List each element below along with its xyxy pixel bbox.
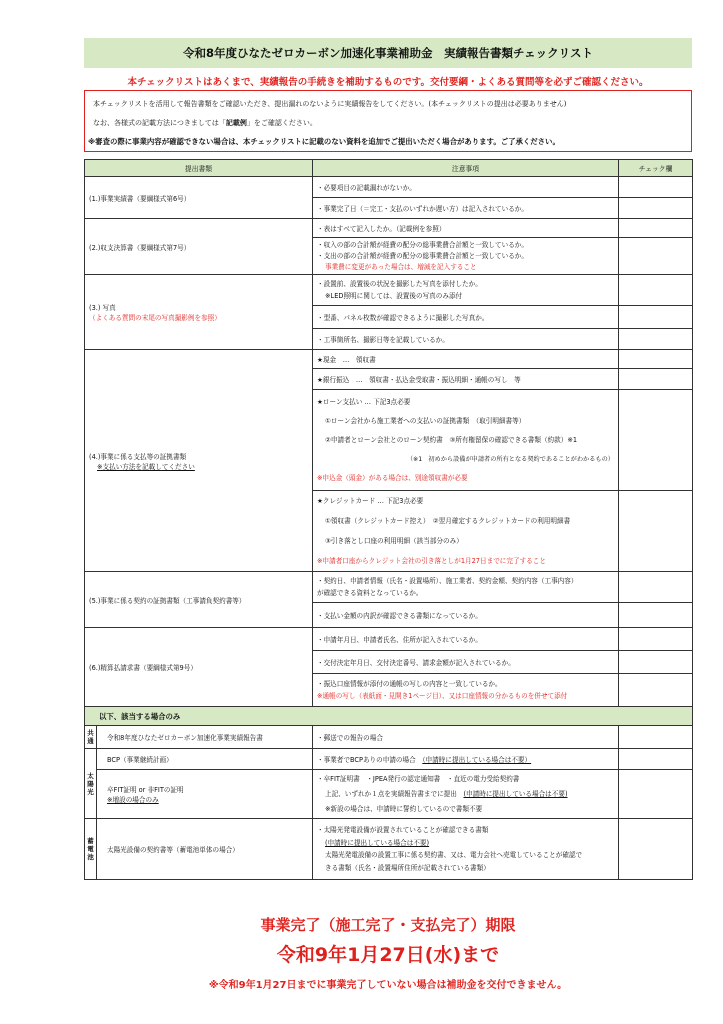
note-line: ★ローン支払い … 下記3点必要 [317,397,411,406]
note-line: ★クレジットカード … 下記3点必要 [317,497,424,505]
note-line: （※1 初めから設備が申請者の所有となる契約であることがわかるもの） [406,455,614,463]
deadline-date: 令和9年1月27日(水)まで [276,944,500,966]
doc-name: (5.)事業に係る契約の証拠書類（工事請負契約書等） [85,572,313,628]
note: ・型番、パネル枚数が確認できるように撮影した写真か。 [313,306,619,329]
note: ・必要項目の記載漏れがないか。 [313,177,619,198]
page-subtitle: 本チェックリストはあくまで、実績報告の手続きを補助するものです。交付要綱・よくある質問等を必ずご確認ください。 [127,77,649,88]
note-line-red: 事業費に変更があった場合は、増減を記入すること [325,262,477,271]
table-row [85,350,693,369]
table-row [85,726,693,749]
note-line: ※LED照明に関しては、設置後の写真のみ添付 [325,292,463,300]
check-cell[interactable] [619,219,693,238]
category-label-solar: 太陽光 [85,749,97,819]
check-cell[interactable] [619,275,693,306]
col-header-doc: 提出書類 [85,160,313,177]
note-line: ・支出の部の合計額が経費の配分の総事業費合計額と一致しているか。 [317,251,528,260]
doc-name-underlined: ※支払い方法を記載してください [97,462,195,471]
notice-line-3: ※審査の際に事業内容が確認できない場合は、本チェックリストに記載のない資料を追加でご提出いただく場合があります。ご了承ください。 [88,137,560,146]
doc-name: 太陽光設備の契約書等（蓄電池単体の場合） [97,819,313,880]
note-line: きる書類（氏名・設置場所住所が記載されている書類） [325,863,490,872]
note [313,572,619,603]
category-label-common: 共通 [85,726,97,749]
note-text: 上記、いずれか１点を実績報告書までに提出 [325,789,464,798]
category-label-battery: 蓄電池 [85,819,97,880]
notice-line-1: 本チェックリストを活用して報告書類をご確認いただき、提出漏れのないように実績報告をしてください。(本チェックリストの提出は必要ありません) [93,100,567,108]
doc-name-underlined: ※増設の場合のみ [107,796,159,804]
note: ・工事箇所名、撮影日等を記載しているか。 [313,329,619,350]
check-cell[interactable] [619,306,693,329]
table-row [85,572,693,603]
doc-name [97,770,313,819]
doc-name [85,350,313,572]
note-line: が確認できる資料となっているか。 [317,589,423,597]
notice-line-2-pre: なお、各様式の記載方法につきましては「 [93,119,226,127]
doc-name-text: (3.) 写真 [89,304,116,312]
notice-line-2 [93,118,317,128]
check-cell[interactable] [619,674,693,707]
doc-name: (2.)収支決算書（要綱様式第7号） [85,219,313,275]
check-cell[interactable] [619,491,693,572]
note-underlined: （申請時に提出している場合は不要） [422,756,532,764]
check-cell[interactable] [619,350,693,369]
note-underlined: (申請時に提出している場合は不要) [463,789,568,798]
note-line: ※新設の場合は、申請時に誓約しているので書類不要 [325,804,483,813]
notice-box [84,90,692,152]
check-cell[interactable] [619,238,693,275]
page-title: 令和8年度ひなたゼロカーボン加速化事業補助金 実績報告書類チェックリスト [84,38,692,68]
note-line: ・振込口座情報が添付の通帳の写しの内容と一致しているか。 [317,680,502,688]
note-text: ・事業者でBCPありの申請の場合 [317,756,423,764]
check-cell[interactable] [619,651,693,674]
check-cell[interactable] [619,198,693,219]
note [313,674,619,707]
check-cell[interactable] [619,390,693,491]
check-cell[interactable] [619,329,693,350]
doc-name: (6.)精算払請求書（要綱様式第9号） [85,628,313,707]
note [313,390,619,491]
doc-name: 令和8年度ひなたゼロカーボン加速化事業実績報告書 [97,726,313,749]
note: ★現金 … 領収書 [313,350,619,369]
check-cell[interactable] [619,572,693,603]
note: ★銀行振込 … 領収書・払込金受取書・振込明細・通帳の写し 等 [313,369,619,390]
check-cell[interactable] [619,177,693,198]
note-line: ・契約日、申請者情報（氏名・設置場所）、施工業者、契約金額、契約内容（工事内容） [317,577,578,585]
deadline-warning: ※令和9年1月27日までに事業完了していない場合は補助金を交付できません。 [208,980,568,991]
check-cell[interactable] [619,819,693,880]
doc-name [85,275,313,350]
note-line-red: ※申請者口座からクレジット会社の引き落としが1月27日までに完了すること [317,557,546,565]
note-line: ①ローン会社から施工業者への支払いの証拠書類 （取引明細書等） [325,416,526,425]
note: ・支払い金額の内訳が確認できる書類になっているか。 [313,603,619,628]
doc-name-text: 卒FIT証明 or 非FITの証明 [107,786,184,794]
section-heading: 以下、該当する場合のみ [85,707,693,726]
doc-name: (1.)事業実績書（要綱様式第6号） [85,177,313,219]
table-row [85,177,693,198]
note-line: ・卒FIT証明書 ・JPEA発行の認定通知書 ・直近の電力受給契約書 [317,774,520,783]
note-line: ・設置前、設置後の状況を撮影した写真を添付したか。 [317,280,482,288]
note-line: 太陽光発電設備の設置工事に係る契約書、又は、電力会社へ売電していることが確認で [325,851,583,859]
note-line: ①領収書（クレジットカード控え） ②翌月確定するクレジットカードの利用明細書 [325,517,571,525]
note [313,238,619,275]
note-line-red: ※通帳の写し（表紙面・見開き1ページ目）、又は口座情報の分かるものを併せて添付 [317,692,568,700]
doc-name-red: （よくある質問の末尾の写真撮影例を参照） [89,314,221,322]
table-row [85,819,693,880]
table-row [85,770,693,819]
doc-name: BCP（事業継続計画） [97,749,313,770]
check-cell[interactable] [619,628,693,651]
table-row [85,749,693,770]
note: ・申請年月日、申請者氏名、住所が記入されているか。 [313,628,619,651]
note: ・郵送での報告の場合 [313,726,619,749]
note: ・表はすべて記入したか。（記載例を参照） [313,219,619,238]
note-line: ・太陽光発電設備が設置されていることが確認できる書類 [317,826,489,834]
table-row [85,628,693,651]
deadline-heading: 事業完了（施工完了・支払完了）期限 [260,916,516,934]
note: ・事業完了日（＝完工・支払のいずれか遅い方）は記入されているか。 [313,198,619,219]
doc-name-text: (4.)事業に係る支払等の証拠書類 [89,452,187,461]
note: ・交付決定年月日、交付決定番号、請求金額が記入されているか。 [313,651,619,674]
section-row [85,707,693,726]
col-header-check: チェック欄 [619,160,693,177]
col-header-note: 注意事項 [313,160,619,177]
check-cell[interactable] [619,369,693,390]
table-row [85,219,693,238]
note-line: ・収入の部の合計額が経費の配分の総事業費合計額と一致しているか。 [317,240,528,249]
notice-line-2-post: 」をご確認ください。 [246,119,317,127]
note-line: ②申請者とローン会社とのローン契約書 ③所有権留保の確認できる書類（約款）※1 [325,435,578,444]
note [313,491,619,572]
note-line: ③引き落とし口座の利用明細（該当部分のみ） [325,537,463,545]
note [313,275,619,306]
check-cell[interactable] [619,603,693,628]
note [313,819,619,880]
check-cell[interactable] [619,770,693,819]
check-cell[interactable] [619,726,693,749]
checklist-table [84,159,693,880]
note-underlined: (申請時に提出している場合は不要) [325,838,430,847]
notice-line-2-bold: 記載例 [225,119,247,127]
note [313,770,619,819]
check-cell[interactable] [619,749,693,770]
note-line-red: ※申込金（頭金）がある場合は、別途領収書が必要 [317,473,468,482]
table-row [85,275,693,306]
note [313,749,619,770]
